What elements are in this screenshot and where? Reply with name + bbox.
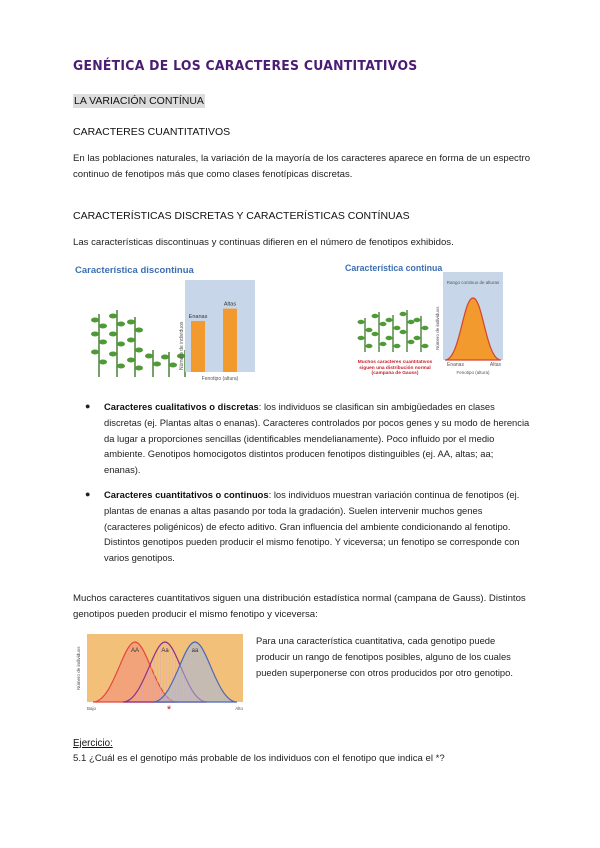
bullet-qualitative [85, 399, 530, 478]
figure-continuous-note-wrap [353, 360, 437, 386]
page-title: GENÉTICA DE LOS CARACTERES CUANTITATIVOS [73, 58, 418, 74]
figure-discontinuous-title: Característica discontinua [75, 265, 194, 276]
bullet-term: Caracteres cuantitativos o continuos [104, 488, 269, 500]
exercise-label: Ejercicio: [73, 738, 113, 749]
exercise-question: 5.1 ¿Cuál es el genotipo más probable de los individuos con el fenotipo que indica el *? [73, 753, 445, 764]
figure-continuous-title: Característica continua [345, 263, 443, 273]
bar-enanas [191, 321, 205, 372]
bullet-text: : los individuos muestran variación continua de fenotipos (ej. plantas de enanas a altas pasando por toda la gradación). Suelen intervenir muchos genes (caracteres poligénicos) de efecto aditivo. Gran influencia del ambiente condicionando al fenotipo. Distintos genotipos pueden producir el mismo fenotipo. Y viceversa; un fenotipo se corresponde con varios genotipos. [104, 488, 520, 564]
sub-heading-quantitative: CARACTERES CUANTITATIVOS [73, 126, 231, 138]
bullet-dot: ● [85, 401, 91, 411]
sub-heading-discrete-continuous: CARACTERÍSTICAS DISCRETAS Y CARACTERÍSTICAS CONTÍNUAS [73, 210, 410, 222]
figure-continuous-note: Muchos caracteres cuantitativos siguen una distribución normal (campana de Gauss) [357, 360, 433, 377]
section-heading: LA VARIACIÓN CONTÍNUA [74, 95, 204, 107]
genotype-label-Aa: Aa [161, 648, 169, 654]
figure-discontinuous-xlabel: Fenotipo (altura) [201, 376, 239, 382]
paragraph-differences: Las características discontinuas y continuas difieren en el número de fenotipos exhibidos. [73, 237, 454, 248]
figure-discontinuous [73, 262, 273, 386]
asterisk-marker: * [166, 704, 172, 714]
figure-continuous-xlabel: Fenotipo (altura) [456, 370, 490, 375]
genotype-label-aa: aa [191, 648, 199, 654]
bar-label-altas: Altas [223, 301, 237, 308]
x-left-label: Enanas [447, 362, 464, 368]
x-right-label: Altas [489, 362, 501, 368]
plant-illustrations-continuous [358, 310, 429, 352]
gauss-ylabel: Número de individuos [76, 646, 81, 690]
plant-illustrations [91, 310, 193, 377]
gauss-x-right: Alto [235, 706, 243, 711]
bullet-quantitative [85, 487, 530, 566]
figure-gauss [73, 632, 248, 714]
figure-continuous [345, 260, 510, 388]
bullet-dot: ● [85, 488, 91, 499]
bullet-text: : los individuos se clasifican sin ambigüedades en clases discretas (ej. Plantas altas o enanas). Caracteres controlados por pocos genes y su modo de herencia da lugar a proporciones sencillas (identificables mendelianamente). Poco influido por el medio ambiente. Genotipos homocigotos distintos producen fenotipos distinguibles (ej. AA, altas; aa; enanas). [104, 401, 530, 476]
paragraph-gauss: Muchos caracteres cuantitativos siguen una distribución estadística normal (campana de Gauss). Distintos genotipos pueden producir el mismo fenotipo y viceversa: [73, 593, 526, 620]
paragraph-intro: En las poblaciones naturales, la variación de la mayoría de los caracteres aparece en forma de un espectro continuo de fenotipos más que como clases fenotípicas discretas. [73, 153, 531, 180]
gauss-x-left: Bajo [87, 706, 97, 711]
bar-label-enanas: Enanas [188, 313, 208, 320]
paragraph-genotype-range: Para una característica cuantitativa, cada genotipo puede producir un rango de fenotipos posibles, alguno de los cuales pueden superponerse con otros producidos por otro genotipo. [256, 635, 513, 678]
figure-discontinuous-ylabel: Número de individuos [179, 321, 185, 370]
curve-label: Rango continuo de alturas [446, 280, 500, 285]
bullet-term: Caracteres cualitativos o discretas [104, 401, 259, 412]
figure-continuous-ylabel: Número de individuos [435, 306, 440, 350]
bullet-list [85, 399, 530, 575]
genotype-label-AA: AA [130, 648, 140, 654]
bar-altas [223, 309, 237, 372]
